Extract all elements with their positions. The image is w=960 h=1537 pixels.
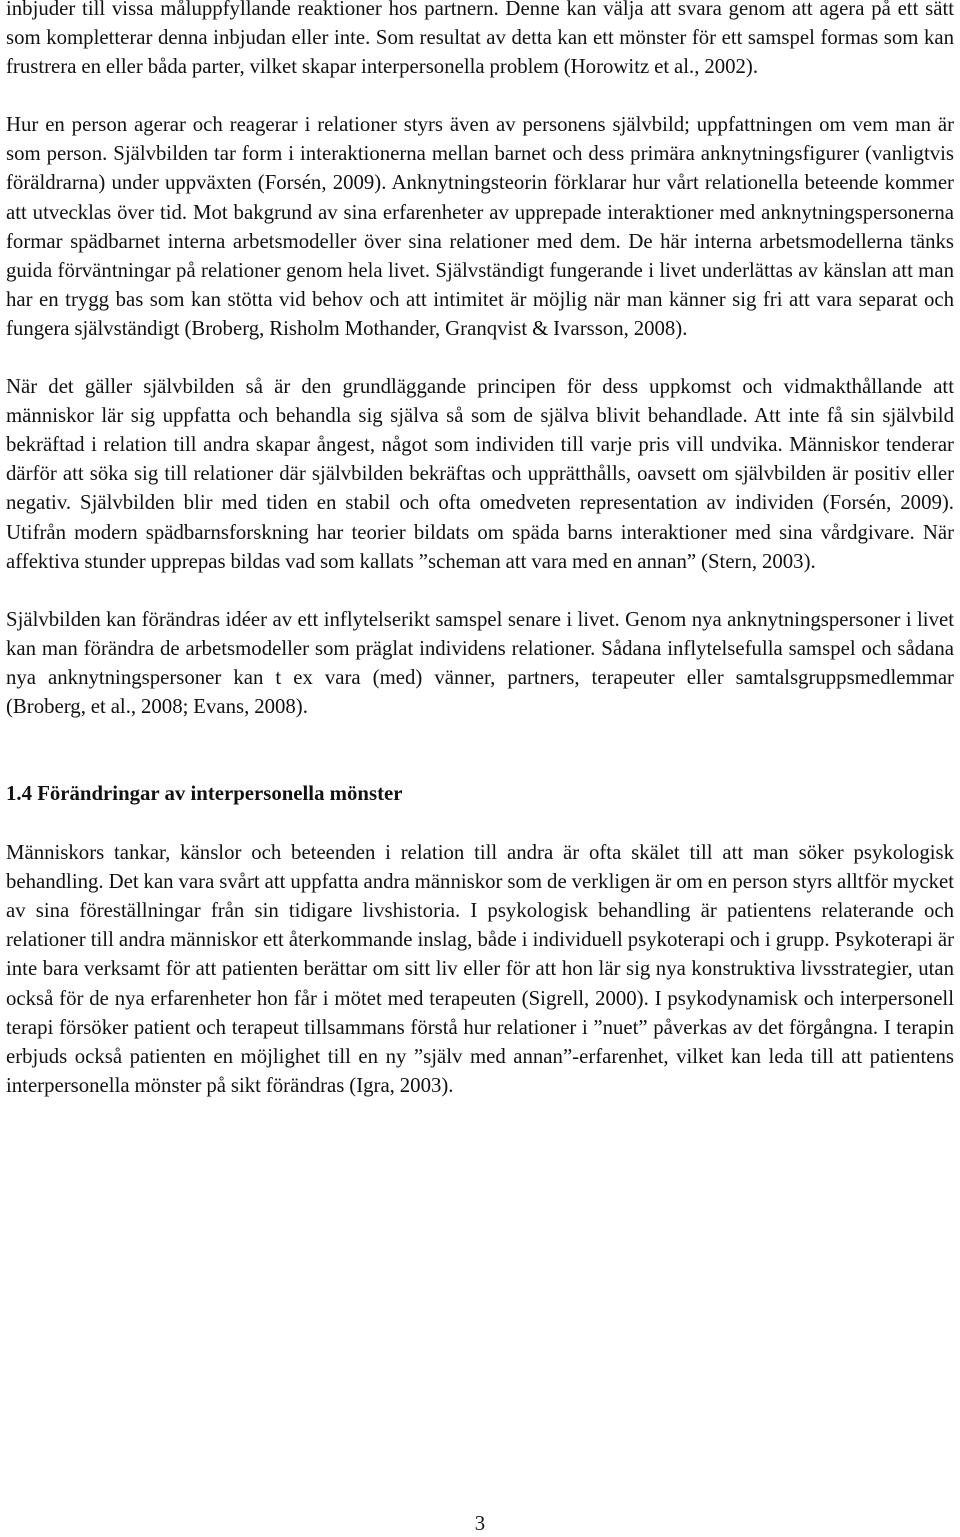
paragraph-self-image-principle: När det gäller självbilden så är den grundläggande principen för dess uppkomst och vidmakthållande att människor lär sig uppfatta och behandla sig själva så som de själva blivit behandlade. Att inte få sin självbild bekräftad i relation till andra skapar ångest, något som individen till varje pris vill undvika. Människor tenderar därför att söka sig till relationer där självbilden bekräftas och upprätthålls, oavsett om självbilden är positiv eller negativ. Självbilden blir med tiden en stabil och ofta omedveten representation av individen (Forsén, 2009). Utifrån modern spädbarnsforskning har teorier bildats om späda barns interaktioner med sina vårdgivare. När affektiva stunder upprepas bildas vad som kallats ”scheman att vara med en annan” (Stern, 2003). (6, 375, 954, 573)
paragraph-self-image: Hur en person agerar och reagerar i relationer styrs även av personens självbild; uppfattningen om vem man är som person. Självbilden tar form i interaktionerna mellan barnet och dess primära anknytningsfigurer (vanligtvis föräldrarna) under uppväxten (Forsén, 2009). Anknytningsteorin förklarar hur vårt relationella beteende kommer att utvecklas över tid. Mot bakgrund av sina erfarenheter av upprepade interaktioner med anknytningspersonerna formar spädbarnet interna arbetsmodeller över sina relationer med dem. De här interna arbetsmodellerna tänks guida förväntningar på relationer genom hela livet. Självständigt fungerande i livet underlättas av känslan att man har en trygg bas som kan stötta vid behov och att intimitet är möjlig när man känner sig fri att vara separat och fungera självständigt (Broberg, Risholm Mothander, Granqvist & Ivarsson, 2008). (6, 113, 954, 340)
paragraph-interpersonal-patterns: inbjuder till vissa måluppfyllande reaktioner hos partnern. Denne kan välja att svara genom att agera på ett sätt som kompletterar denna inbjudan eller inte. Som resultat av detta kan ett mönster för ett samspel formas som kan frustrera en eller båda parter, vilket skapar interpersonella problem (Horowitz et al., 2002). (6, 0, 954, 79)
section-paragraph: Människors tankar, känslor och beteenden i relation till andra är ofta skälet till att man söker psykologisk behandling. Det kan vara svårt att uppfatta andra människor som de verkligen är om en person styrs alltför mycket av sina föreställningar från sin tidigare livshistoria. I psykologisk behandling är patientens relaterande och relationer till andra människor ett återkommande inslag, både i individuell psykoterapi och i grupp. Psykoterapi är inte bara verksamt för att patienten berättar om sitt liv eller för att hon lär sig nya konstruktiva livsstrategier, utan också för de nya erfarenheter hon får i mötet med terapeuten (Sigrell, 2000). I psykodynamisk och interpersonell terapi försöker patient och terapeut tillsammans förstå hur relationer i ”nuet” påverkas av det förgångna. I terapin erbjuds också patienten en möjlighet till en ny ”själv med annan”-erfarenhet, vilket kan leda till att patientens interpersonella mönster på sikt förändras (Igra, 2003). (6, 841, 954, 1097)
paragraph-self-image-change: Självbilden kan förändras idéer av ett inflytelserikt samspel senare i livet. Genom nya anknytningspersoner i livet kan man förändra de arbetsmodeller som präglat individens relationer. Sådana inflytelsefulla samspel och sådana nya anknytningspersoner kan t ex vara (med) vänner, partners, terapeuter eller samtalsgruppsmedlemmar (Broberg, et al., 2008; Evans, 2008). (6, 607, 954, 718)
page-number: 3 (474, 1512, 486, 1535)
document-page (6, 0, 954, 1100)
section-heading: 1.4 Förändringar av interpersonella mönster (6, 782, 403, 806)
